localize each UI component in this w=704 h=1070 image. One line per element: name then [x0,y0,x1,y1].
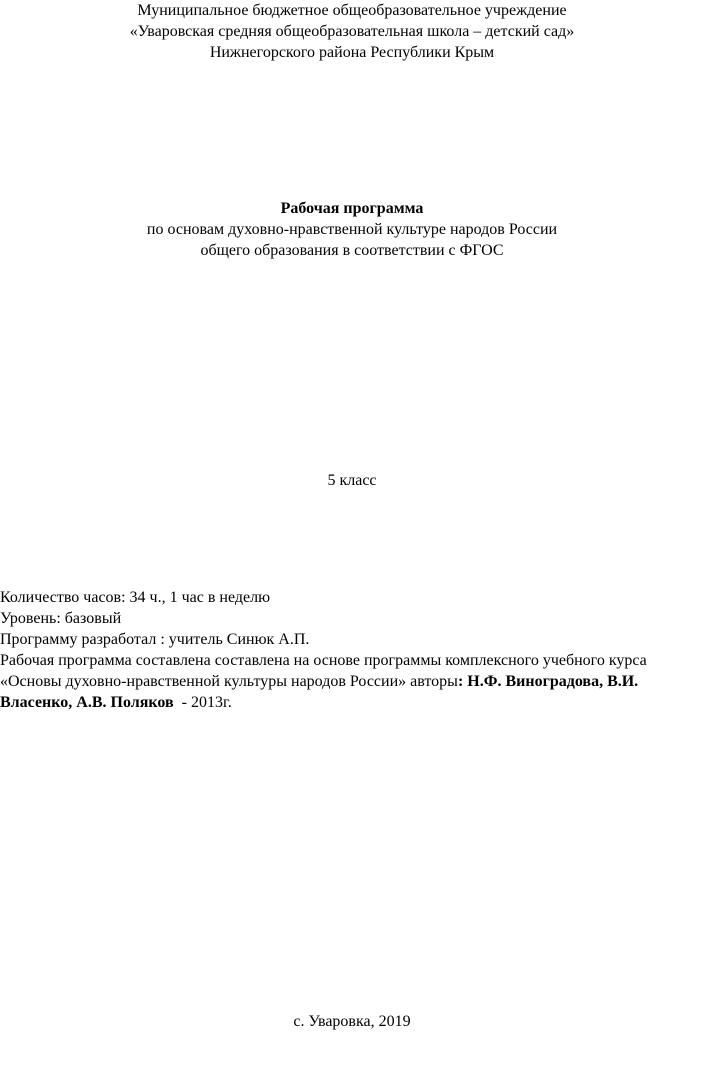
document-subtitle-1: по основам духовно-нравственной культуре народов России [146,221,558,238]
basis-line-1: Рабочая программа составлена составлена на основе программы комплексного учебного курса [0,652,647,669]
institution-header [0,0,704,63]
place-year: с. Уваровка, 2019 [293,1013,411,1030]
basis-course-name: «Основы духовно-нравственной культуры народов России» авторы [0,673,458,690]
level-line: Уровень: базовый [0,610,122,627]
document-subtitle-2: общего образования в соответствии с ФГОС [200,242,504,259]
basis-authors-end: Власенко, А.В. Поляков [0,694,174,711]
basis-line-2 [0,671,704,692]
basis-year: - 2013г. [173,694,232,711]
header-line-2: «Уваровская средняя общеобразовательная школа – детский сад» [129,23,575,40]
title-block [0,198,704,261]
document-title: Рабочая программа [280,200,424,217]
author-line: Программу разработал : учитель Синюк А.П. [0,631,310,648]
program-details [0,587,704,713]
basis-line-3 [0,692,704,713]
header-line-1: Муниципальное бюджетное общеобразовательное учреждение [137,2,567,19]
basis-authors-start: : Н.Ф. Виноградова, В.И. [457,673,639,690]
header-line-3: Нижнегорского района Республики Крым [209,44,495,61]
grade-label: 5 класс [327,472,377,489]
hours-line: Количество часов: 34 ч., 1 час в неделю [0,589,271,606]
